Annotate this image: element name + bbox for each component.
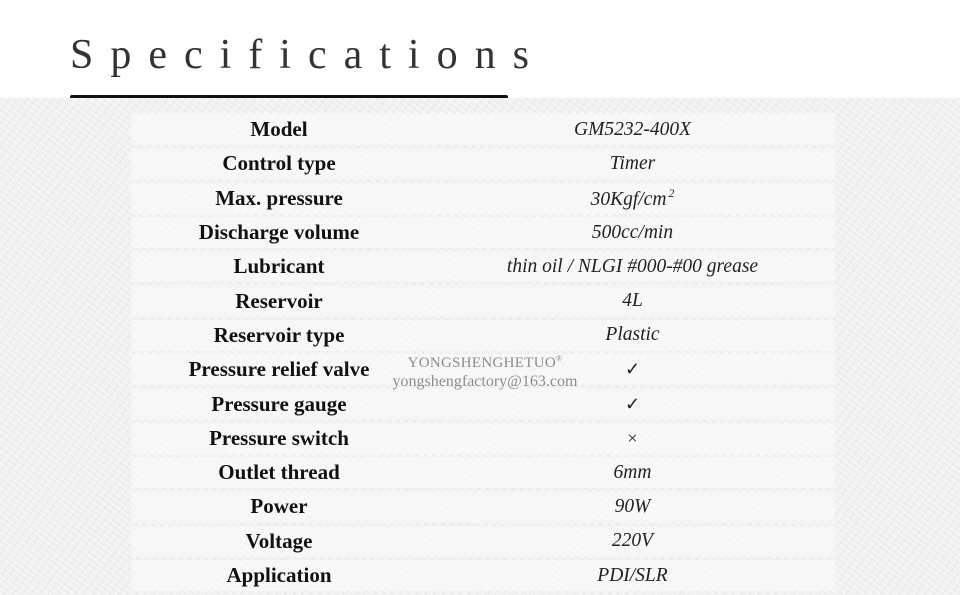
spec-row-reservoir xyxy=(131,285,835,316)
spec-label: Reservoir type xyxy=(131,320,430,351)
spec-row-application xyxy=(131,560,835,591)
spec-value: 500cc/min xyxy=(430,217,835,248)
pressure-superscript: 2 xyxy=(668,185,675,200)
spec-label: Pressure relief valve xyxy=(131,354,430,385)
spec-label: Lubricant xyxy=(131,251,430,282)
spec-row-power xyxy=(131,491,835,522)
spec-value: Plastic xyxy=(430,320,835,351)
spec-label: Max. pressure xyxy=(131,183,430,214)
spec-value: 6mm xyxy=(430,457,835,488)
watermark-email: yongshengfactory@163.com xyxy=(392,373,578,390)
spec-label: Control type xyxy=(131,148,430,179)
spec-row-discharge-volume xyxy=(131,217,835,248)
spec-row-reservoir-type xyxy=(131,320,835,351)
spec-label: Voltage xyxy=(131,526,430,557)
spec-label: Power xyxy=(131,491,430,522)
spec-label: Pressure gauge xyxy=(131,388,430,419)
spec-table xyxy=(131,111,835,594)
spec-label: Reservoir xyxy=(131,285,430,316)
spec-row-pressure-gauge xyxy=(131,388,835,419)
spec-row-pressure-relief-valve xyxy=(131,354,835,385)
spec-value: PDI/SLR xyxy=(430,560,835,591)
spec-row-pressure-switch xyxy=(131,423,835,454)
page-title: Specifications xyxy=(70,32,546,78)
spec-row-max-pressure xyxy=(131,183,835,214)
cross-mark-icon: × xyxy=(430,423,835,454)
spec-row-model xyxy=(131,114,835,145)
check-mark-icon: ✓ xyxy=(430,354,835,385)
spec-value: 220V xyxy=(430,526,835,557)
spec-row-voltage xyxy=(131,526,835,557)
spec-row-lubricant xyxy=(131,251,835,282)
spec-value: thin oil / NLGI #000-#00 grease xyxy=(430,251,835,282)
spec-value: 90W xyxy=(430,491,835,522)
spec-row-control-type xyxy=(131,148,835,179)
title-area xyxy=(0,0,960,98)
spec-label: Discharge volume xyxy=(131,217,430,248)
check-mark-icon: ✓ xyxy=(430,388,835,419)
spec-label: Pressure switch xyxy=(131,423,430,454)
spec-value: Timer xyxy=(430,148,835,179)
spec-label: Outlet thread xyxy=(131,457,430,488)
spec-label: Application xyxy=(131,560,430,591)
spec-value: 4L xyxy=(430,285,835,316)
spec-value-max-pressure xyxy=(430,183,835,214)
spec-label: Model xyxy=(131,114,430,145)
registered-mark: ® xyxy=(555,354,563,363)
spec-row-outlet-thread xyxy=(131,457,835,488)
pressure-value-text: 30Kgf/cm xyxy=(590,188,667,210)
watermark-brand-text: YONGSHENGHETUO xyxy=(407,355,556,371)
spec-value: GM5232-400X xyxy=(430,114,835,145)
